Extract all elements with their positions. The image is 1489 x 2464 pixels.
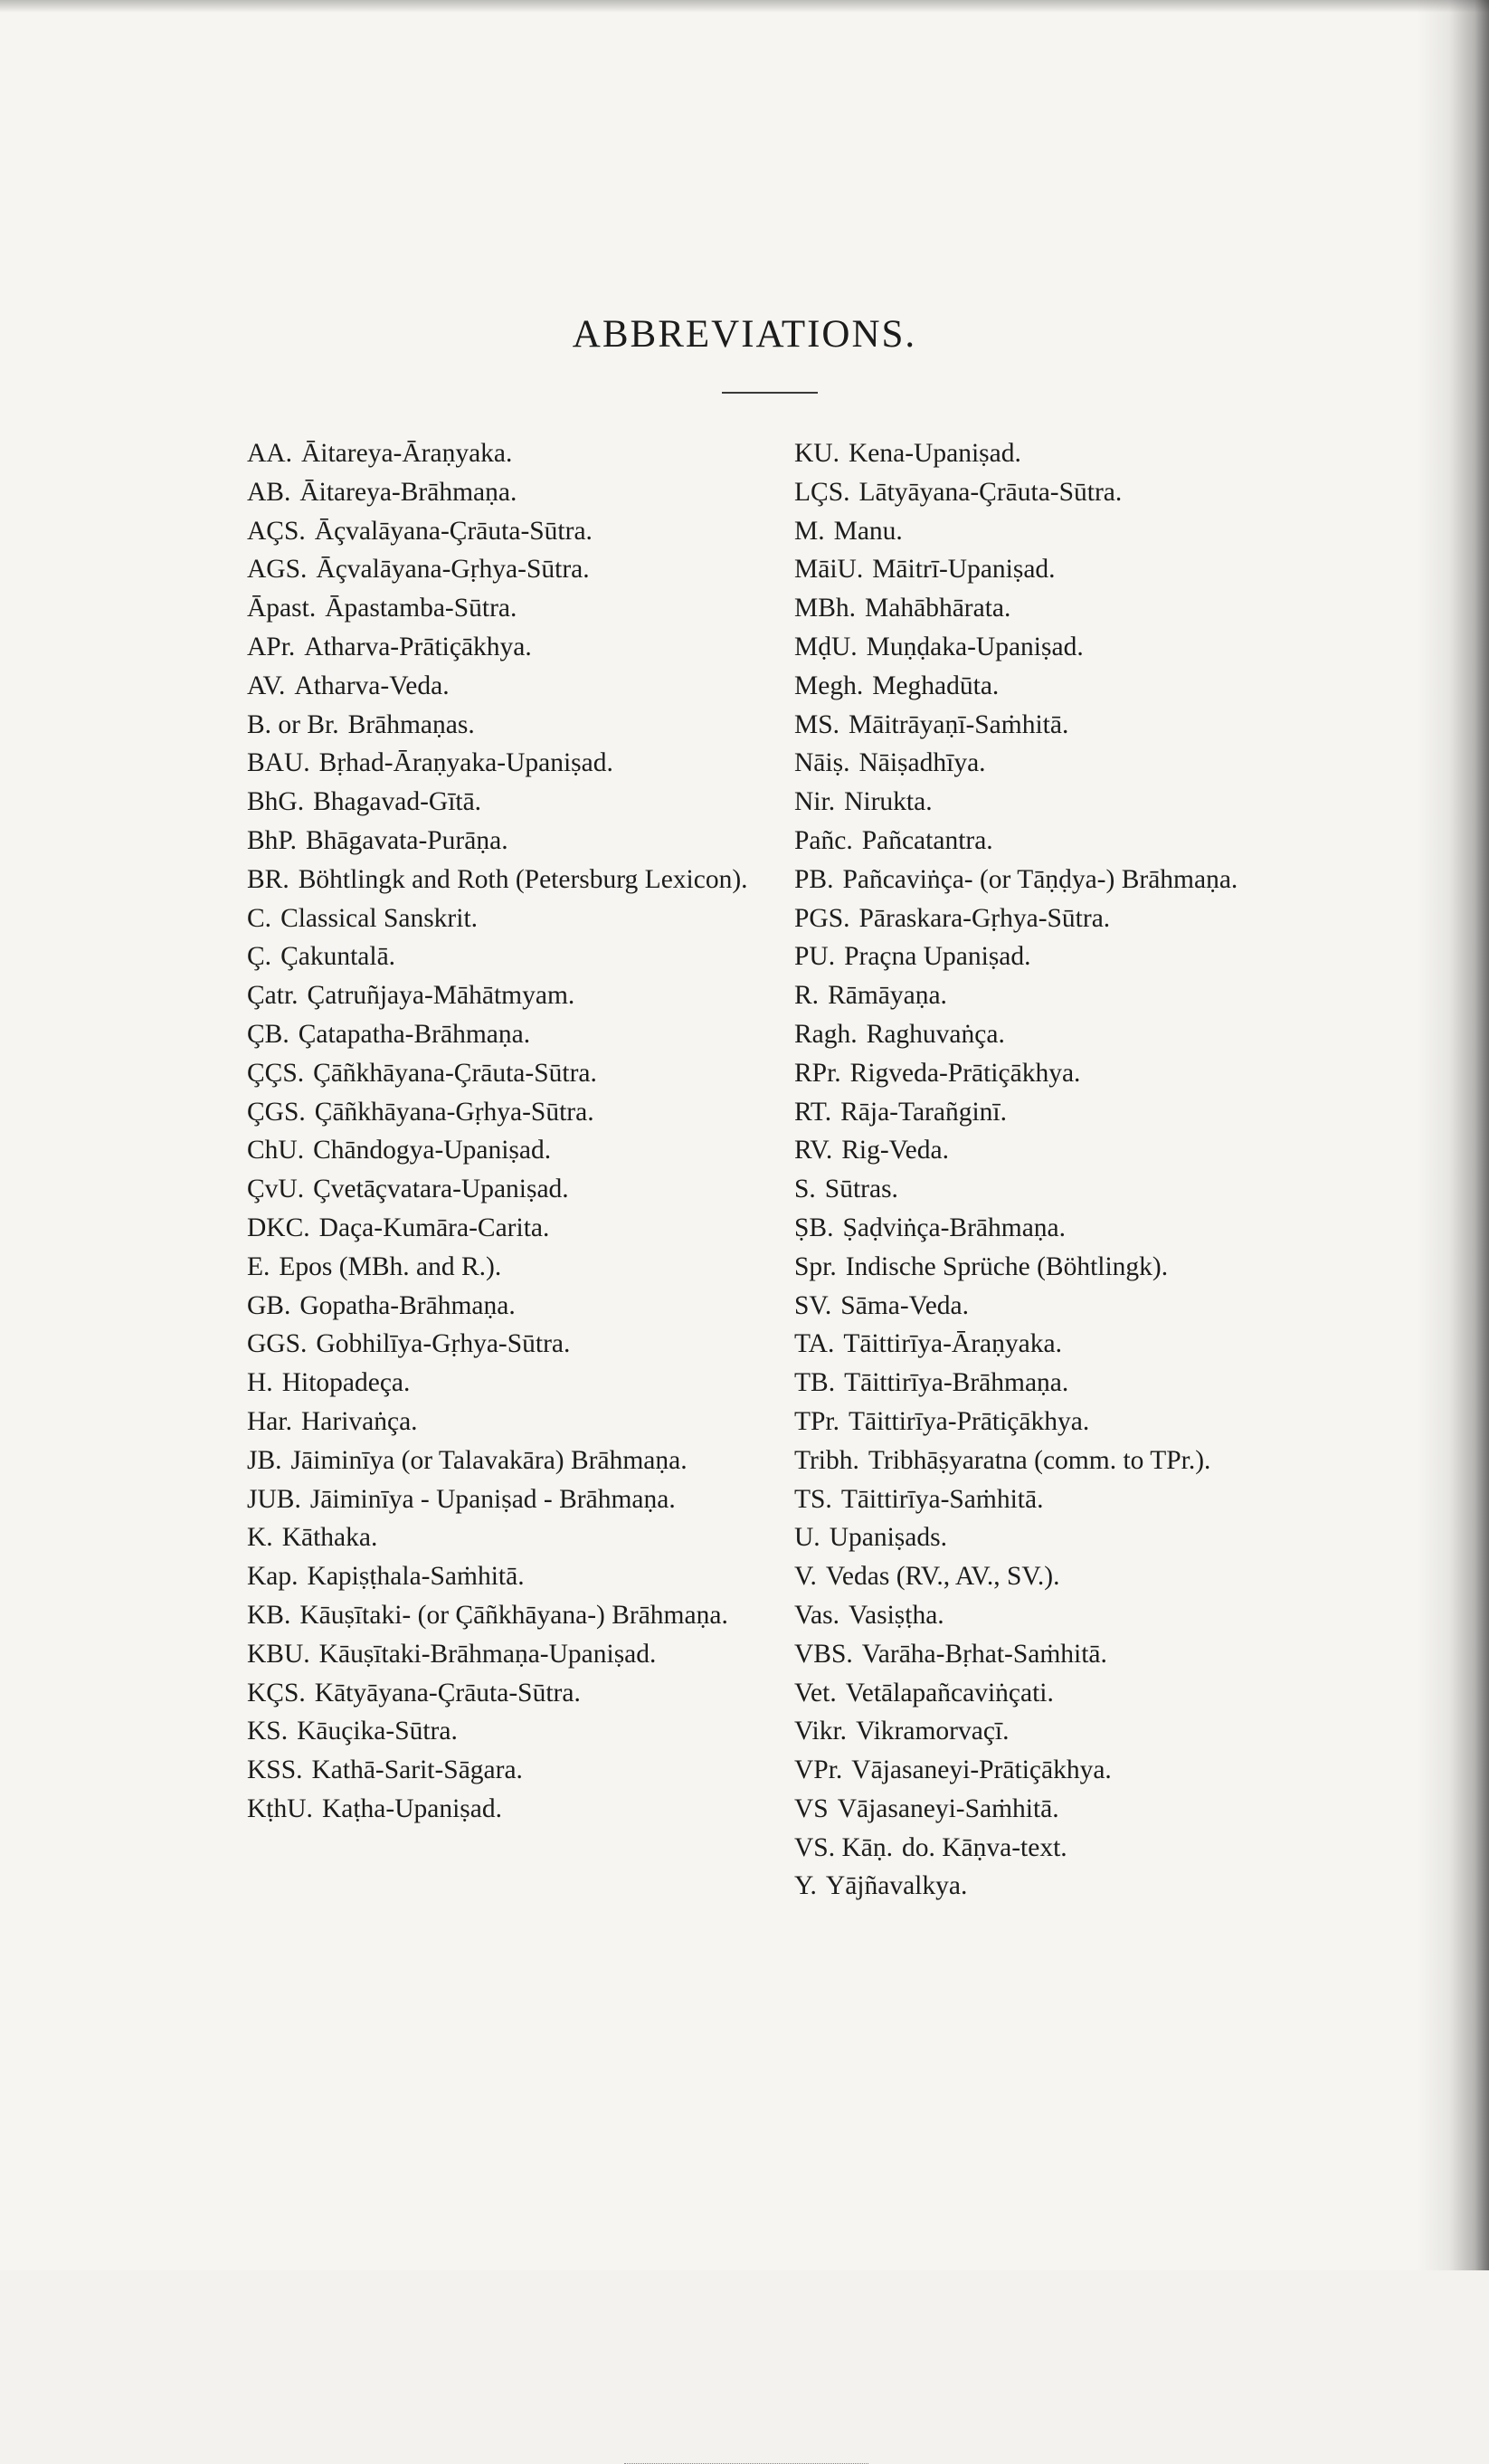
- abbreviation-key: Vet.: [794, 1678, 837, 1708]
- abbreviation-key: TB.: [794, 1368, 836, 1398]
- abbreviations-right-column: [794, 434, 1296, 1906]
- abbreviation-key: C.: [247, 903, 272, 933]
- abbreviation-key: MḍU.: [794, 632, 858, 661]
- abbreviation-expansion: Āçvalāyana-Çrāuta-Sūtra.: [314, 516, 593, 546]
- abbreviation-expansion: Hitopadeça.: [281, 1368, 411, 1398]
- abbreviation-key: B. or Br.: [247, 709, 339, 739]
- abbreviation-expansion: Praçna Upaniṣad.: [844, 942, 1031, 972]
- abbreviation-key: Pañc.: [794, 825, 853, 855]
- abbreviation-entry: [794, 1248, 1296, 1287]
- abbreviation-key: Megh.: [794, 671, 864, 700]
- abbreviation-entry: [247, 628, 749, 667]
- abbreviation-key: SV.: [794, 1290, 832, 1320]
- abbreviation-expansion: Çāñkhāyana-Çrāuta-Sūtra.: [313, 1058, 597, 1088]
- abbreviation-key: APr.: [247, 632, 296, 661]
- abbreviation-key: R.: [794, 981, 820, 1011]
- abbreviation-entry: [794, 1829, 1296, 1868]
- abbreviation-entry: [247, 1790, 749, 1829]
- abbreviation-expansion: Kaṭha-Upaniṣad.: [321, 1793, 502, 1823]
- abbreviation-key: KṭhU.: [247, 1793, 313, 1823]
- abbreviation-expansion: Vikramorvaçī.: [856, 1717, 1010, 1746]
- abbreviation-key: S.: [794, 1175, 816, 1204]
- abbreviation-entry: [247, 1131, 749, 1170]
- abbreviations-left-column: [247, 434, 749, 1829]
- abbreviation-key: VPr.: [794, 1755, 843, 1785]
- abbreviation-key: Ç.: [247, 942, 272, 972]
- abbreviation-entry: [247, 822, 749, 861]
- abbreviation-expansion: Muṇḍaka-Upaniṣad.: [866, 632, 1084, 661]
- abbreviation-key: TA.: [794, 1329, 835, 1359]
- abbreviation-key: TPr.: [794, 1406, 839, 1436]
- abbreviation-entry: [247, 1015, 749, 1054]
- abbreviation-expansion: Māitrāyaṇī-Saṁhitā.: [849, 709, 1069, 739]
- abbreviation-key: Nāiṣ.: [794, 748, 850, 778]
- abbreviation-key: M.: [794, 516, 825, 546]
- abbreviation-key: K.: [247, 1523, 273, 1553]
- abbreviation-expansion: Indische Sprüche (Böhtlingk).: [845, 1251, 1169, 1281]
- abbreviation-expansion: Pañcatantra.: [861, 825, 993, 855]
- abbreviation-entry: [794, 1287, 1296, 1326]
- abbreviation-entry: [794, 434, 1296, 473]
- abbreviation-expansion: Tāittirīya-Brāhmaṇa.: [844, 1368, 1069, 1398]
- abbreviation-key: KÇS.: [247, 1678, 306, 1708]
- abbreviation-expansion: Tāittirīya-Āraṇyaka.: [843, 1329, 1062, 1359]
- abbreviation-entry: [247, 1557, 749, 1596]
- abbreviation-key: JB.: [247, 1445, 282, 1475]
- abbreviation-key: AB.: [247, 477, 291, 507]
- page-title: ABBREVIATIONS.: [572, 313, 917, 356]
- abbreviation-expansion: Tāittirīya-Prātiçākhya.: [849, 1406, 1090, 1436]
- abbreviation-expansion: Āitareya-Āraṇyaka.: [300, 439, 513, 468]
- abbreviation-key: VBS.: [794, 1639, 853, 1669]
- abbreviation-key: Nir.: [794, 787, 836, 817]
- abbreviation-expansion: Kāthaka.: [281, 1523, 378, 1553]
- abbreviation-entry: [794, 1441, 1296, 1480]
- abbreviation-key: RPr.: [794, 1058, 841, 1088]
- abbreviation-expansion: Vetālapañcaviṅçati.: [845, 1678, 1054, 1708]
- abbreviation-entry: [794, 1209, 1296, 1248]
- abbreviation-entry: [794, 1596, 1296, 1635]
- abbreviation-key: PB.: [794, 864, 834, 894]
- abbreviation-key: H.: [247, 1368, 273, 1398]
- abbreviation-expansion: Nāiṣadhīya.: [858, 748, 986, 778]
- abbreviation-entry: [247, 1170, 749, 1209]
- abbreviation-entry: [794, 1015, 1296, 1054]
- abbreviation-key: PGS.: [794, 903, 850, 933]
- abbreviation-key: KSS.: [247, 1755, 303, 1785]
- abbreviation-key: Āpast.: [247, 594, 317, 623]
- abbreviation-entry: [794, 1635, 1296, 1674]
- abbreviation-entry: [794, 512, 1296, 551]
- abbreviation-key: BhP.: [247, 825, 297, 855]
- abbreviation-expansion: Vedas (RV., AV., SV.).: [825, 1562, 1060, 1592]
- abbreviation-expansion: Pāraskara-Gṛhya-Sūtra.: [858, 903, 1111, 933]
- abbreviation-expansion: Harivaṅça.: [300, 1406, 418, 1436]
- abbreviation-entry: [247, 589, 749, 628]
- abbreviation-entry: [247, 1674, 749, 1713]
- abbreviation-entry: [794, 1751, 1296, 1790]
- abbreviation-key: TS.: [794, 1484, 832, 1514]
- abbreviation-entry: [794, 1867, 1296, 1906]
- abbreviation-expansion: Raghuvaṅça.: [866, 1019, 1005, 1049]
- abbreviation-entry: [247, 1054, 749, 1093]
- abbreviation-entry: [247, 899, 749, 938]
- abbreviation-key: KS.: [247, 1717, 289, 1746]
- abbreviation-key: KU.: [794, 439, 839, 468]
- abbreviation-expansion: Tribhāṣyaratna (comm. to TPr.).: [868, 1445, 1211, 1475]
- abbreviation-entry: [794, 976, 1296, 1015]
- abbreviation-entry: [794, 1093, 1296, 1132]
- abbreviation-key: Har.: [247, 1406, 292, 1436]
- abbreviation-key: V.: [794, 1562, 817, 1592]
- abbreviation-expansion: Pañcaviṅça- (or Tāṇḍya-) Brāhmaṇa.: [842, 864, 1238, 894]
- abbreviation-entry: [247, 1403, 749, 1441]
- abbreviation-expansion: Rigveda-Prātiçākhya.: [849, 1058, 1081, 1088]
- abbreviation-key: ÇvU.: [247, 1175, 305, 1204]
- abbreviation-expansion: Jāiminīya (or Talavakāra) Brāhmaṇa.: [290, 1445, 688, 1475]
- abbreviation-expansion: Vājasaneyi-Saṁhitā.: [837, 1793, 1059, 1823]
- abbreviation-key: KBU.: [247, 1639, 310, 1669]
- abbreviation-entry: [247, 434, 749, 473]
- abbreviation-entry: [794, 1674, 1296, 1713]
- abbreviation-entry: [794, 783, 1296, 822]
- abbreviation-entry: [247, 1287, 749, 1326]
- abbreviation-entry: [794, 937, 1296, 976]
- abbreviation-expansion: Lātyāyana-Çrāuta-Sūtra.: [858, 477, 1123, 507]
- abbreviation-expansion: Kāuṣītaki-Brāhmaṇa-Upaniṣad.: [318, 1639, 657, 1669]
- abbreviation-entry: [247, 706, 749, 745]
- abbreviation-expansion: Çatapatha-Brāhmaṇa.: [298, 1019, 531, 1049]
- abbreviation-key: AGS.: [247, 555, 308, 585]
- abbreviation-entry: [794, 1131, 1296, 1170]
- abbreviation-key: DKC.: [247, 1213, 310, 1242]
- abbreviation-entry: [247, 667, 749, 706]
- abbreviation-entry: [247, 1712, 749, 1751]
- abbreviation-entry: [247, 1093, 749, 1132]
- abbreviation-entry: [794, 550, 1296, 589]
- abbreviation-entry: [794, 899, 1296, 938]
- abbreviation-entry: [794, 1790, 1296, 1829]
- abbreviation-entry: [247, 937, 749, 976]
- abbreviation-entry: [247, 1325, 749, 1364]
- abbreviation-key: MBh.: [794, 594, 857, 623]
- abbreviation-expansion: Gobhilīya-Gṛhya-Sūtra.: [316, 1329, 571, 1359]
- abbreviation-entry: [794, 1557, 1296, 1596]
- abbreviation-entry: [794, 1712, 1296, 1751]
- abbreviation-entry: [247, 783, 749, 822]
- abbreviation-entry: [794, 1054, 1296, 1093]
- abbreviation-key: Vas.: [794, 1600, 839, 1630]
- abbreviation-expansion: Sūtras.: [824, 1175, 898, 1204]
- abbreviation-entry: [794, 1170, 1296, 1209]
- abbreviation-expansion: Vājasaneyi-Prātiçākhya.: [851, 1755, 1112, 1785]
- abbreviation-expansion: Bṛhad-Āraṇyaka-Upaniṣad.: [318, 748, 613, 778]
- abbreviation-key: E.: [247, 1251, 270, 1281]
- abbreviation-entry: [794, 1403, 1296, 1441]
- abbreviation-entry: [794, 706, 1296, 745]
- abbreviation-entry: [794, 861, 1296, 899]
- abbreviation-expansion: Kena-Upaniṣad.: [848, 439, 1021, 468]
- abbreviation-expansion: Mahābhārata.: [865, 594, 1011, 623]
- abbreviation-expansion: Bhagavad-Gītā.: [313, 787, 482, 817]
- abbreviation-key: RV.: [794, 1136, 833, 1165]
- abbreviation-entry: [794, 1518, 1296, 1557]
- abbreviation-entry: [794, 822, 1296, 861]
- abbreviation-entry: [794, 1325, 1296, 1364]
- abbreviation-entry: [794, 1480, 1296, 1519]
- abbreviation-key: ÇB.: [247, 1019, 289, 1049]
- abbreviation-expansion: Kāuṣītaki- (or Çāñkhāyana-) Brāhmaṇa.: [299, 1600, 728, 1630]
- abbreviation-entry: [794, 667, 1296, 706]
- abbreviation-expansion: Māitrī-Upaniṣad.: [872, 555, 1056, 585]
- abbreviation-expansion: Gopatha-Brāhmaṇa.: [299, 1290, 516, 1320]
- abbreviation-key: AÇS.: [247, 516, 306, 546]
- abbreviation-expansion: Çāñkhāyana-Gṛhya-Sūtra.: [314, 1097, 594, 1127]
- abbreviation-expansion: Böhtlingk and Roth (Petersburg Lexicon).: [298, 864, 748, 894]
- abbreviation-entry: [794, 473, 1296, 512]
- abbreviation-key: ChU.: [247, 1136, 305, 1165]
- abbreviation-key: Tribh.: [794, 1445, 859, 1475]
- abbreviation-entry: [247, 1751, 749, 1790]
- abbreviation-entry: [247, 1441, 749, 1480]
- abbreviation-entry: [247, 861, 749, 899]
- abbreviation-expansion: Upaniṣads.: [829, 1523, 947, 1553]
- abbreviation-expansion: Atharva-Veda.: [294, 671, 450, 700]
- abbreviation-expansion: Çvetāçvatara-Upaniṣad.: [313, 1175, 569, 1204]
- abbreviation-key: Vikr.: [794, 1717, 848, 1746]
- abbreviation-expansion: Atharva-Prātiçākhya.: [304, 632, 532, 661]
- abbreviation-key: Spr.: [794, 1251, 837, 1281]
- abbreviation-entry: [247, 1518, 749, 1557]
- abbreviation-entry: [794, 589, 1296, 628]
- abbreviation-entry: [247, 473, 749, 512]
- abbreviation-entry: [247, 1635, 749, 1674]
- abbreviation-key: Çatr.: [247, 981, 299, 1011]
- abbreviation-key: MS.: [794, 709, 840, 739]
- abbreviation-entry: [794, 628, 1296, 667]
- abbreviation-entry: [247, 1364, 749, 1403]
- abbreviation-expansion: Nirukta.: [844, 787, 933, 817]
- abbreviation-expansion: Rāja-Tarañginī.: [840, 1097, 1007, 1127]
- abbreviation-key: ṢB.: [794, 1213, 834, 1242]
- abbreviation-expansion: Classical Sanskrit.: [280, 903, 479, 933]
- abbreviation-key: KB.: [247, 1600, 291, 1630]
- abbreviation-key: U.: [794, 1523, 820, 1553]
- abbreviation-key: BR.: [247, 864, 289, 894]
- abbreviation-entry: [247, 1596, 749, 1635]
- abbreviation-expansion: Āçvalāyana-Gṛhya-Sūtra.: [316, 555, 590, 585]
- abbreviation-expansion: Sāma-Veda.: [840, 1290, 970, 1320]
- abbreviation-expansion: Çakuntalā.: [280, 942, 396, 972]
- abbreviation-expansion: Rāmāyaṇa.: [828, 981, 947, 1011]
- abbreviation-entry: [247, 512, 749, 551]
- abbreviation-key: LÇS.: [794, 477, 850, 507]
- abbreviation-key: ÇÇS.: [247, 1058, 305, 1088]
- abbreviation-expansion: Daça-Kumāra-Carita.: [318, 1213, 550, 1242]
- abbreviation-key: GB.: [247, 1290, 291, 1320]
- abbreviation-expansion: Çatruñjaya-Māhātmyam.: [307, 981, 575, 1011]
- title-rule: [722, 392, 818, 394]
- abbreviation-expansion: Jāiminīya - Upaniṣad - Brāhmaṇa.: [309, 1484, 676, 1514]
- abbreviation-key: ÇGS.: [247, 1097, 306, 1127]
- abbreviation-expansion: Brāhmaṇas.: [347, 709, 475, 739]
- abbreviation-entry: [247, 1209, 749, 1248]
- abbreviation-entry: [794, 744, 1296, 783]
- abbreviation-entry: [247, 1480, 749, 1519]
- abbreviation-key: VS. Kāṇ.: [794, 1832, 893, 1862]
- abbreviation-key: BhG.: [247, 787, 305, 817]
- abbreviation-expansion: Ṣaḍviṅça-Brāhmaṇa.: [842, 1213, 1067, 1242]
- abbreviation-key: AV.: [247, 671, 286, 700]
- abbreviation-key: PU.: [794, 942, 836, 972]
- abbreviation-expansion: Vasiṣṭha.: [848, 1600, 944, 1630]
- abbreviation-expansion: do. Kāṇva-text.: [901, 1832, 1067, 1862]
- abbreviation-expansion: Kātyāyana-Çrāuta-Sūtra.: [314, 1678, 581, 1708]
- abbreviation-key: VS: [794, 1793, 829, 1823]
- abbreviation-key: MāiU.: [794, 555, 864, 585]
- abbreviation-key: Ragh.: [794, 1019, 858, 1049]
- abbreviation-expansion: Āpastamba-Sūtra.: [325, 594, 517, 623]
- abbreviation-entry: [247, 1248, 749, 1287]
- abbreviation-expansion: Kāuçika-Sūtra.: [297, 1717, 458, 1746]
- abbreviation-key: JUB.: [247, 1484, 301, 1514]
- abbreviation-expansion: Chāndogya-Upaniṣad.: [313, 1136, 552, 1165]
- abbreviation-entry: [794, 1364, 1296, 1403]
- abbreviation-expansion: Āitareya-Brāhmaṇa.: [299, 477, 517, 507]
- abbreviation-key: GGS.: [247, 1329, 308, 1359]
- abbreviation-key: AA.: [247, 439, 292, 468]
- abbreviation-expansion: Epos (MBh. and R.).: [279, 1251, 502, 1281]
- abbreviation-key: BAU.: [247, 748, 310, 778]
- abbreviation-key: RT.: [794, 1097, 832, 1127]
- abbreviation-entry: [247, 550, 749, 589]
- abbreviation-expansion: Yājñavalkya.: [825, 1871, 968, 1901]
- abbreviation-key: Kap.: [247, 1562, 299, 1592]
- abbreviation-expansion: Manu.: [833, 516, 903, 546]
- abbreviation-expansion: Meghadūta.: [872, 671, 1000, 700]
- abbreviation-entry: [247, 744, 749, 783]
- abbreviation-expansion: Tāittirīya-Saṁhitā.: [840, 1484, 1044, 1514]
- abbreviation-entry: [247, 976, 749, 1015]
- abbreviation-expansion: Rig-Veda.: [841, 1136, 949, 1165]
- abbreviation-expansion: Bhāgavata-Purāṇa.: [305, 825, 508, 855]
- abbreviation-expansion: Varāha-Bṛhat-Saṁhitā.: [861, 1639, 1107, 1669]
- page-top-shadow: [0, 0, 1489, 13]
- abbreviation-expansion: Kapiṣṭhala-Saṁhitā.: [307, 1562, 525, 1592]
- abbreviation-key: Y.: [794, 1871, 817, 1901]
- abbreviation-expansion: Kathā-Sarit-Sāgara.: [311, 1755, 523, 1785]
